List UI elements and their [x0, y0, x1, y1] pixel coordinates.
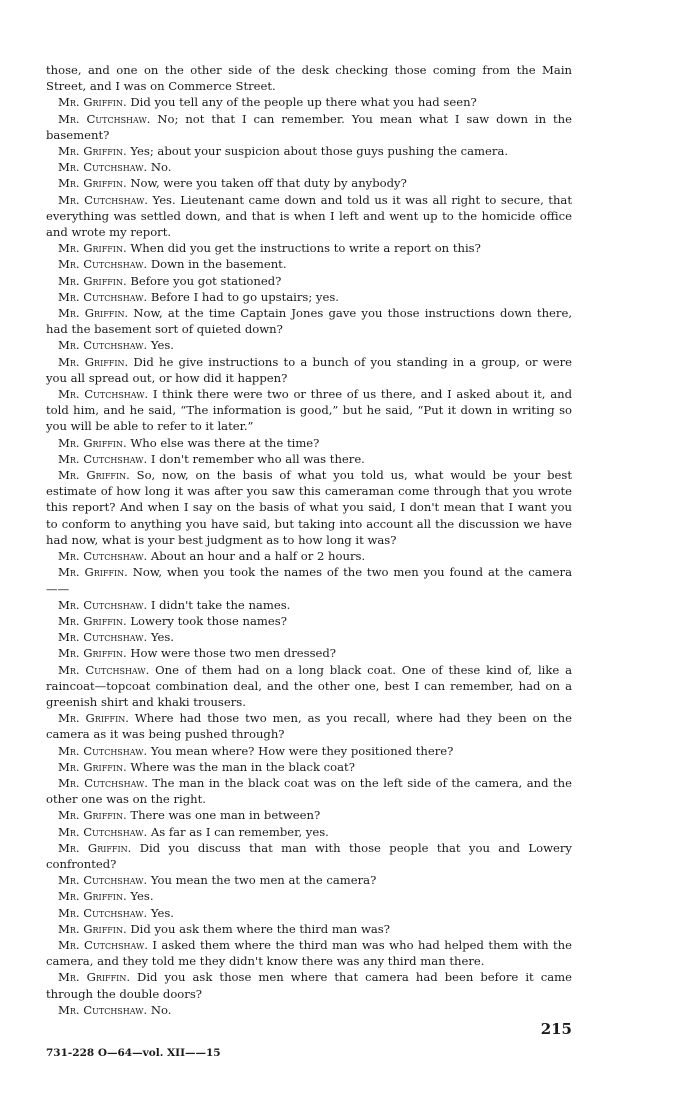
- speech-text: Now, when you took the names of the two men you found at the camera——: [46, 565, 572, 596]
- speaker-name: Mr. Griffin.: [58, 273, 127, 288]
- speech-text: No.: [150, 160, 172, 175]
- testimony-paragraph: [46, 192, 572, 241]
- speech-text: Who else was there at the time?: [130, 435, 320, 450]
- testimony-paragraph: [46, 710, 572, 742]
- speech-text: About an hour and a half or 2 hours.: [150, 549, 366, 564]
- speaker-name: Mr. Cutchshaw.: [58, 1002, 148, 1017]
- speech-text: Now, were you taken off that duty by anybody?: [130, 176, 407, 191]
- testimony-paragraph: [46, 937, 572, 969]
- testimony-paragraph: [46, 337, 572, 353]
- speech-text: Yes. Lieutenant came down and told us it was all right to secure, that everything was settled down, and that is when I left and went up to the homicide office and wrote my report.: [46, 192, 573, 240]
- testimony-paragraph: [46, 94, 572, 110]
- speaker-name: Mr. Cutchshaw.: [58, 387, 149, 402]
- speaker-name: Mr. Griffin.: [58, 468, 130, 483]
- speech-text: The man in the black coat was on the left side of the camera, and the other one was on the right.: [46, 775, 572, 807]
- speaker-name: Mr. Cutchshaw.: [58, 873, 148, 888]
- speaker-name: Mr. Cutchshaw.: [58, 549, 148, 564]
- testimony-paragraph: [46, 62, 572, 94]
- speech-text: How were those two men dressed?: [130, 646, 337, 661]
- speech-text: Did you ask them where the third man was?: [130, 921, 390, 936]
- speaker-name: Mr. Cutchshaw.: [58, 743, 148, 758]
- speech-text: Yes.: [150, 630, 174, 645]
- speech-text: Yes.: [150, 338, 174, 353]
- speaker-name: Mr. Griffin.: [58, 970, 130, 985]
- testimony-paragraph: [46, 386, 572, 435]
- speaker-name: Mr. Cutchshaw.: [58, 451, 148, 466]
- testimony-text: [46, 62, 572, 1018]
- speech-text: As far as I can remember, yes.: [150, 824, 329, 839]
- speaker-name: Mr. Cutchshaw.: [58, 597, 148, 612]
- testimony-paragraph: [46, 564, 572, 596]
- testimony-paragraph: [46, 305, 572, 337]
- testimony-paragraph: [46, 273, 572, 289]
- speaker-name: Mr. Cutchshaw.: [58, 289, 148, 304]
- speaker-name: Mr. Griffin.: [58, 613, 127, 628]
- speech-text: One of them had on a long black coat. One of these kind of, like a raincoat—topcoat combination deal, and the other one, best I can remember, had on a greenish shirt and khaki trousers.: [46, 662, 573, 709]
- speech-text: Where was the man in the black coat?: [130, 759, 355, 774]
- speaker-name: Mr. Griffin.: [58, 840, 132, 855]
- speaker-name: Mr. Cutchshaw.: [58, 257, 148, 272]
- speech-text: Did you discuss that man with those people that you and Lowery confronted?: [46, 840, 572, 871]
- testimony-paragraph: [46, 824, 572, 840]
- testimony-paragraph: [46, 597, 572, 613]
- testimony-paragraph: [46, 645, 572, 661]
- page-number: 215: [540, 1020, 572, 1038]
- speech-text: Did you tell any of the people up there what you had seen?: [130, 95, 477, 110]
- speaker-name: Mr. Cutchshaw.: [58, 824, 148, 839]
- speech-text: I asked them where the third man was who had helped them with the camera, and they told me they didn't know there was any third man there.: [46, 937, 573, 969]
- speaker-name: Mr. Cutchshaw.: [58, 937, 148, 952]
- speech-text: You mean the two men at the camera?: [150, 873, 377, 888]
- speaker-name: Mr. Cutchshaw.: [58, 775, 148, 790]
- speaker-name: Mr. Griffin.: [58, 95, 127, 110]
- speech-text: I didn't take the names.: [150, 597, 291, 612]
- testimony-paragraph: [46, 613, 572, 629]
- speaker-name: Mr. Griffin.: [58, 711, 129, 726]
- speaker-name: Mr. Griffin.: [58, 435, 127, 450]
- testimony-paragraph: [46, 467, 572, 548]
- print-footer: 731-228 O—64—vol. XII——15: [46, 1047, 221, 1059]
- speaker-name: Mr. Cutchshaw.: [58, 630, 148, 645]
- speech-text: You mean where? How were they positioned there?: [150, 743, 454, 758]
- speech-text: those, and one on the other side of the desk checking those coming from the Main Street, and I was on Commerce Street.: [46, 63, 572, 94]
- testimony-paragraph: [46, 1002, 572, 1018]
- testimony-paragraph: [46, 435, 572, 451]
- speech-text: So, now, on the basis of what you told us, what would be your best estimate of how long it was after you saw this cameraman come through that you wrote this report? And when I say on the basis of what you said, I don't mean that I want you to conform to anything you have said, but taking into account all the discussion we have had now, what is your best judgment as to how long it was?: [46, 468, 572, 547]
- speaker-name: Mr. Griffin.: [58, 241, 127, 256]
- speech-text: Did you ask those men where that camera had been before it came through the double doors?: [46, 970, 572, 1001]
- speaker-name: Mr. Griffin.: [58, 144, 127, 159]
- testimony-paragraph: [46, 256, 572, 272]
- speaker-name: Mr. Cutchshaw.: [58, 905, 148, 920]
- speech-text: Yes.: [150, 905, 174, 920]
- testimony-paragraph: [46, 775, 572, 807]
- testimony-paragraph: [46, 872, 572, 888]
- testimony-paragraph: [46, 969, 572, 1001]
- testimony-paragraph: [46, 840, 572, 872]
- speech-text: Before you got stationed?: [130, 273, 282, 288]
- speaker-name: Mr. Griffin.: [58, 889, 127, 904]
- speaker-name: Mr. Griffin.: [58, 646, 127, 661]
- speaker-name: Mr. Griffin.: [58, 565, 128, 580]
- testimony-paragraph: [46, 240, 572, 256]
- speaker-name: Mr. Griffin.: [58, 354, 129, 369]
- testimony-paragraph: [46, 629, 572, 645]
- speaker-name: Mr. Cutchshaw.: [58, 192, 148, 207]
- speech-text: When did you get the instructions to write a report on this?: [130, 241, 481, 256]
- testimony-paragraph: [46, 807, 572, 823]
- testimony-paragraph: [46, 905, 572, 921]
- speaker-name: Mr. Griffin.: [58, 306, 129, 321]
- speaker-name: Mr. Griffin.: [58, 808, 127, 823]
- speech-text: Yes.: [130, 889, 154, 904]
- testimony-paragraph: [46, 111, 572, 143]
- testimony-paragraph: [46, 289, 572, 305]
- speech-text: Yes; about your suspicion about those guys pushing the camera.: [130, 144, 509, 159]
- speech-text: There was one man in between?: [130, 808, 321, 823]
- speaker-name: Mr. Cutchshaw.: [58, 662, 150, 677]
- testimony-paragraph: [46, 921, 572, 937]
- testimony-paragraph: [46, 354, 572, 386]
- testimony-paragraph: [46, 175, 572, 191]
- speech-text: Where had those two men, as you recall, where had they been on the camera as it was being pushed through?: [46, 711, 572, 742]
- testimony-paragraph: [46, 743, 572, 759]
- speech-text: Did he give instructions to a bunch of you standing in a group, or were you all spread out, or how did it happen?: [46, 354, 572, 385]
- speaker-name: Mr. Cutchshaw.: [58, 111, 151, 126]
- testimony-paragraph: [46, 662, 572, 711]
- speech-text: No.: [150, 1002, 172, 1017]
- speaker-name: Mr. Griffin.: [58, 759, 127, 774]
- speaker-name: Mr. Cutchshaw.: [58, 338, 148, 353]
- speech-text: Now, at the time Captain Jones gave you those instructions down there, had the basement sort of quieted down?: [46, 306, 573, 337]
- testimony-paragraph: [46, 143, 572, 159]
- speech-text: Lowery took those names?: [130, 613, 287, 628]
- testimony-paragraph: [46, 159, 572, 175]
- testimony-paragraph: [46, 759, 572, 775]
- speech-text: Down in the basement.: [150, 257, 287, 272]
- speech-text: I don't remember who all was there.: [150, 451, 365, 466]
- speaker-name: Mr. Griffin.: [58, 921, 127, 936]
- speech-text: No; not that I can remember. You mean what I saw down in the basement?: [46, 111, 572, 142]
- testimony-paragraph: [46, 888, 572, 904]
- speaker-name: Mr. Cutchshaw.: [58, 160, 148, 175]
- speaker-name: Mr. Griffin.: [58, 176, 127, 191]
- testimony-paragraph: [46, 548, 572, 564]
- speech-text: I think there were two or three of us there, and I asked about it, and told him, and he said, “The information is good,” but he said, “Put it down in writing so you will be able to refer to it later.”: [46, 387, 572, 434]
- testimony-paragraph: [46, 451, 572, 467]
- speech-text: Before I had to go upstairs; yes.: [150, 289, 339, 304]
